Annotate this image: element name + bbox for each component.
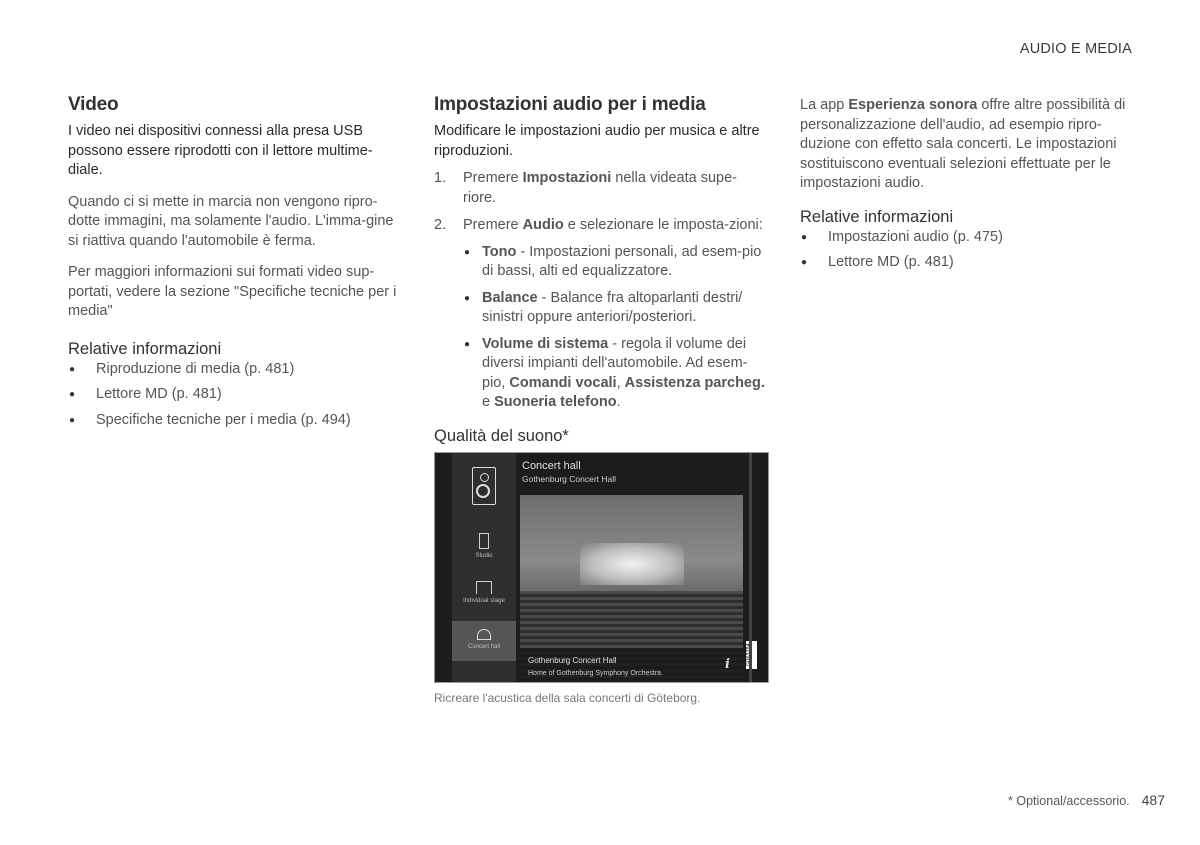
step-number: 1.	[434, 170, 447, 186]
related-link[interactable]: ● Riproduzione di media (p. 481)	[68, 360, 398, 380]
menu-label: Individual stage	[463, 597, 505, 604]
page-footer	[1008, 792, 1165, 808]
sound-experience-keyword: Esperienza sonora	[848, 97, 978, 113]
menu-item-studio[interactable]	[452, 533, 516, 559]
related-link[interactable]: ● Lettore MD (p. 481)	[800, 253, 1135, 273]
screen-scrollbar	[749, 453, 752, 682]
related-info-title: Relative informazioni	[68, 339, 222, 358]
video-column	[68, 94, 398, 430]
menu-label: Studio	[475, 552, 493, 559]
studio-icon	[479, 533, 489, 549]
photo-caption-title: Gothenburg Concert Hall	[528, 655, 617, 665]
option-text: ,	[616, 374, 625, 391]
related-list	[800, 228, 1135, 273]
speaker-icon	[472, 467, 496, 505]
paragraph-text: offre altre possibilità di personalizzazione dell'audio, ad esempio ripro-duzione con effetto sala concerti. Le impostazioni sostituiscono eventuali selezioni effettuate per le impostazioni audio.	[800, 97, 1126, 191]
option-text: - Balance fra altoparlanti destri/ sinistri oppure anteriori/posteriori.	[482, 289, 743, 325]
option-text: .	[616, 394, 621, 410]
audio-settings-title: Impostazioni audio per i media	[434, 94, 706, 115]
option-keyword: Suoneria telefono	[494, 394, 617, 410]
menu-item-individual-stage[interactable]	[452, 581, 516, 604]
option-text: - regola il volume dei diversi impianti dell'automobile. Ad esem-pio,	[482, 335, 748, 391]
option-keyword: Assistenza parcheg.	[624, 374, 765, 391]
stage-icon	[476, 581, 492, 594]
step-text: Premere	[463, 217, 523, 233]
option-keyword: Balance	[482, 289, 538, 306]
steps-list	[434, 169, 769, 413]
option-item	[463, 335, 769, 413]
concert-hall-icon	[477, 629, 491, 640]
related-link[interactable]: ● Specifiche tecniche per i media (p. 494)	[68, 411, 398, 431]
option-text: - Impostazioni personali, ad esem-pio di bassi, alti ed equalizzatore.	[482, 243, 762, 279]
sound-experience-column	[800, 96, 1135, 273]
option-keyword: Comandi vocali	[509, 374, 617, 391]
info-icon[interactable]: i	[725, 656, 730, 672]
optional-note: * Optional/accessorio.	[1008, 794, 1130, 808]
option-item	[463, 289, 769, 328]
audio-settings-intro: Modificare le impostazioni audio per musica e altre riproduzioni.	[434, 123, 760, 159]
paragraph-text: La app	[800, 97, 849, 113]
related-link[interactable]: ● Impostazioni audio (p. 475)	[800, 228, 1135, 248]
related-link[interactable]: ● Lettore MD (p. 481)	[68, 385, 398, 405]
sound-mode-sidebar	[452, 453, 516, 682]
option-text: e	[482, 394, 495, 410]
stage-image	[580, 543, 684, 585]
audio-keyword: Audio	[522, 217, 564, 233]
audio-settings-column	[434, 94, 769, 705]
figure-caption: Ricreare l'acustica della sala concerti di Göteborg.	[434, 690, 701, 705]
sound-experience-paragraph	[800, 96, 1135, 194]
photo-caption-subtitle: Home of Gothenburg Symphony Orchestra.	[528, 669, 664, 677]
option-item	[463, 243, 769, 282]
options-list	[463, 243, 769, 413]
step-text: e selezionare le imposta-zioni:	[563, 217, 763, 233]
screen-title: Concert hall	[522, 459, 581, 472]
step-item	[434, 216, 769, 413]
video-title: Video	[68, 94, 119, 115]
page-number: 487	[1141, 792, 1165, 808]
menu-label: Concert hall	[467, 643, 500, 650]
step-text: Premere	[463, 170, 523, 186]
step-text: nella videata supe-riore.	[463, 170, 738, 206]
sound-quality-title: Qualità del suono*	[434, 426, 569, 445]
photo-caption-box	[520, 648, 743, 682]
related-list	[68, 360, 398, 431]
screen-subtitle: Gothenburg Concert Hall	[522, 473, 617, 484]
step-item	[434, 169, 769, 208]
video-paragraph-2: Quando ci si mette in marcia non vengono ripro-dotte immagini, ma solamente l'audio. L'imma-gine si riattiva quando l'automobile è ferma.	[68, 193, 394, 249]
video-paragraph-3: Per maggiori informazioni sui formati video sup-portati, vedere la sezione "Specifiche tecniche per i media"	[68, 264, 397, 319]
related-info-title: Relative informazioni	[800, 207, 954, 226]
video-paragraph-1: I video nei dispositivi connessi alla presa USB possono essere riprodotti con il lettore multime-diale.	[68, 123, 373, 178]
section-header: AUDIO E MEDIA	[1019, 41, 1132, 57]
concert-hall-photo	[520, 495, 743, 682]
infotainment-screenshot	[434, 452, 769, 683]
option-keyword: Volume di sistema	[482, 335, 609, 352]
step-number: 2.	[434, 217, 447, 233]
settings-keyword: Impostazioni	[522, 170, 612, 186]
option-keyword: Tono	[482, 243, 517, 260]
menu-item-concert-hall[interactable]	[452, 621, 516, 661]
